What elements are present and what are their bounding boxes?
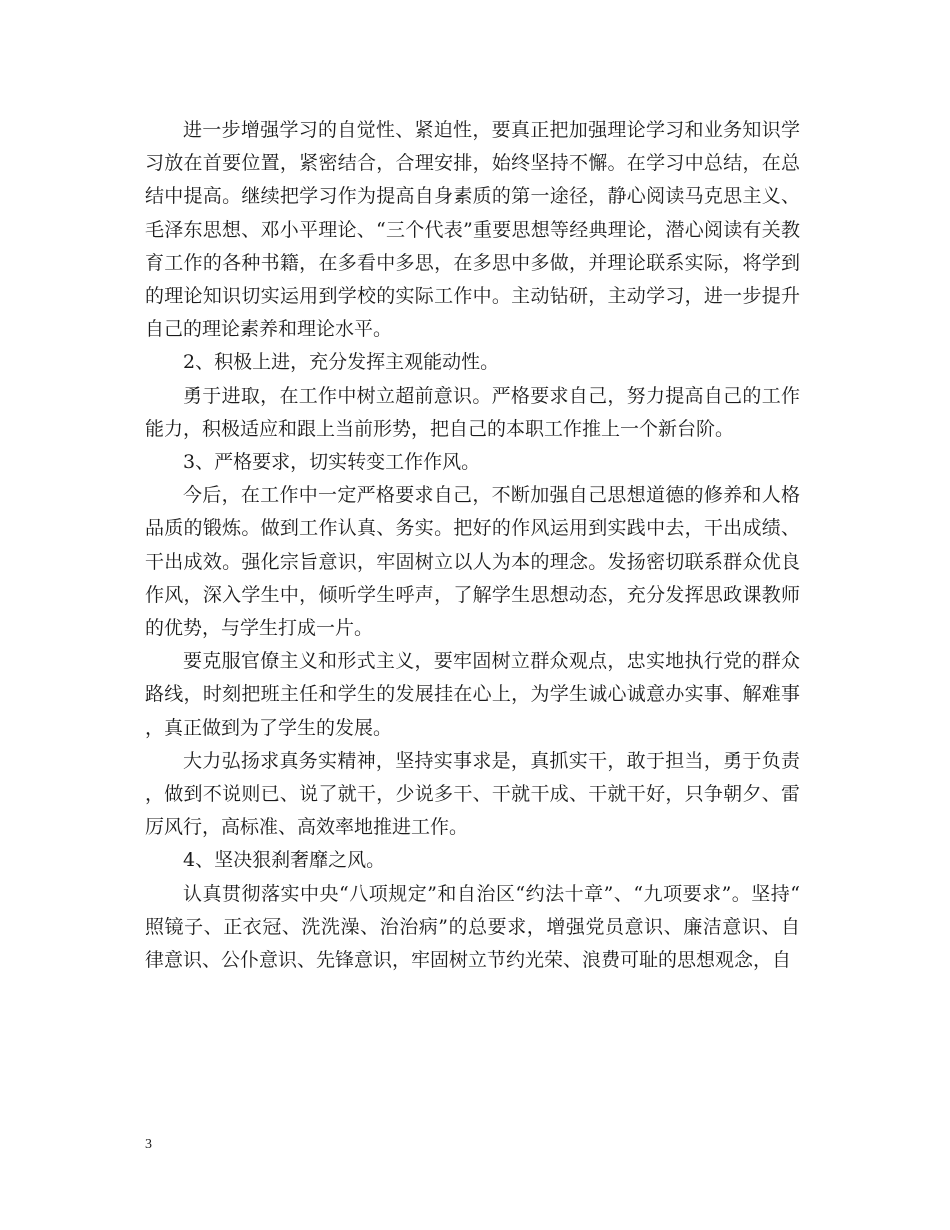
- paragraph-bureaucracy: 要克服官僚主义和形式主义，要牢固树立群众观点，忠实地执行党的群众路线，时刻把班主任和学生的发展挂在心上，为学生诚心诚意办实事、解难事，真正做到为了学生的发展。: [145, 650, 800, 739]
- heading-item-4: 4、坚决狠刹奢靡之风。: [183, 849, 386, 872]
- paragraph-study: 进一步增强学习的自觉性、紧迫性，要真正把加强理论学习和业务知识学习放在首要位置，紧密结合，合理安排，始终坚持不懈。在学习中总结，在总结中提高。继续把学习作为提高自身素质的第一途径，静心阅读马克思主义、毛泽东思想、邓小平理论、“三个代表”重要思想等经典理论，潜心阅读有关教育工作的各种书籍，在多看中多思，在多思中多做，并理论联系实际，将学到的理论知识切实运用到学校的实际工作中。主动钻研，主动学习，进一步提升自己的理论素养和理论水平。: [145, 119, 800, 341]
- paragraph-initiative: 勇于进取，在工作中树立超前意识。严格要求自己，努力提高自己的工作能力，积极适应和跟上当前形势，把自己的本职工作推上一个新台阶。: [145, 384, 800, 440]
- page-number: 3: [145, 1137, 152, 1152]
- heading-item-3: 3、严格要求，切实转变工作作风。: [183, 451, 481, 474]
- document-body: [145, 114, 800, 977]
- paragraph-regulations: 认真贯彻落实中央“八项规定”和自治区“约法十章”、“九项要求”。坚持“照镜子、正衣冠、洗洗澡、治治病”的总要求，增强党员意识、廉洁意识、自律意识、公仆意识、先锋意识，牢固树立节约光荣、浪费可耻的思想观念，自: [145, 882, 800, 972]
- heading-item-2: 2、积极上进，充分发挥主观能动性。: [183, 351, 500, 374]
- paragraph-pragmatism: 大力弘扬求真务实精神，坚持实事求是，真抓实干，敢于担当，勇于负责，做到不说则已、说了就干，少说多干、干就干成、干就干好，只争朝夕、雷厉风行，高标准、高效率地推进工作。: [145, 749, 800, 839]
- paragraph-work-style: 今后，在工作中一定严格要求自己，不断加强自己思想道德的修养和人格品质的锻炼。做到工作认真、务实。把好的作风运用到实践中去，干出成绩、干出成效。强化宗旨意识，牢固树立以人为本的理念。发扬密切联系群众优良作风，深入学生中，倾听学生呼声，了解学生思想动态，充分发挥思政课教师的优势，与学生打成一片。: [145, 484, 800, 640]
